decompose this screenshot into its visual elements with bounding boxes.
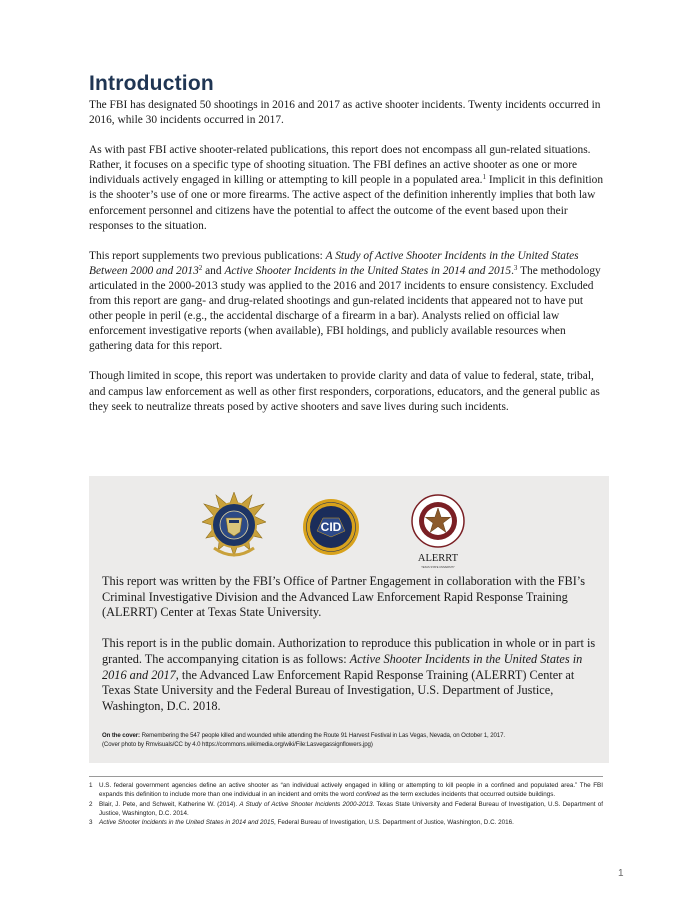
footnote-text-a: Blair, J. Pete, and Schweit, Katherine W. (2014). [99,800,240,808]
footnote-emphasis: Active Shooter Incidents in the United States in 2014 and 2015 [99,819,275,827]
citation-rest: , the Advanced Law Enforcement Rapid Response Training (ALERRT) Center at Texas State University and the Federal Bureau of Investigation, U.S. Department of Justice, Washington, D.C. 2018. [102,667,575,713]
alerrt-star-seal-icon [409,494,467,572]
methodology-tail: The methodology articulated in the 2000-2013 study was applied to the 2016 and 2017 incidents to ensure consistency. Excluded from this report are gang- and drug-related shootings and gun-related incidents that appeared not to have put other people in peril (e.g., the accidental discharge of a firearm in a bar). Analysts relied on official law enforcement investigative reports (when available), FBI holdings, and publicly available resources when gathering data for this report. [89,264,601,353]
footnote-divider [89,776,603,777]
methodology-intro: This report supplements two previous publications: [89,249,326,262]
cid-badge-text: CID [320,520,342,534]
footnote-text-b: , Federal Bureau of Investigation, U.S. Department of Justice, Washington, D.C. 2016. [274,819,514,827]
partner-callout-box [89,476,609,763]
cover-note [102,731,602,749]
footnote-text [99,781,603,800]
footnote-number: 1 [89,782,93,789]
authorship-text: This report was written by the FBI’s Office of Partner Engagement in collaboration with the FBI’s Criminal Investigative Division and the Advanced Law Enforcement Rapid Response Training (ALERRT) Center at Texas State University. [102,574,586,620]
footnotes [89,781,603,827]
methodology-dot: . [511,264,514,277]
paragraph-count [89,98,604,128]
scope-text: Though limited in scope, this report was undertaken to provide clarity and data of value to federal, state, tribal, and campus law enforcement as well as other first responders, corporations, educators, and the general public as they seek to neutralize threats posed by active shooters and save lives during such incidents. [89,370,600,413]
cid-badge-icon [302,498,360,556]
footnote-ref-1[interactable]: 1 [482,173,487,182]
authorship-statement [102,574,602,621]
cover-caption-text: Remembering the 547 people killed and wounded while attending the Route 91 Harvest Festival in Las Vegas, Nevada, on October 1, 2017. [139,732,505,739]
footnote-2 [89,800,603,819]
footnote-emphasis: confined [355,791,380,799]
page-number: 1 [618,868,624,879]
paragraph-scope [89,369,604,414]
footnote-1 [89,781,603,800]
introduction-body [89,98,604,415]
fbi-seal-icon [202,492,266,564]
paragraph-count-text: The FBI has designated 50 shootings in 2016 and 2017 as active shooter incidents. Twenty incidents occurred in 2016, while 30 incidents occurred in 2017. [89,99,601,127]
page-title: Introduction [89,72,214,95]
paragraph-methodology [89,249,604,355]
footnote-text [99,818,603,827]
cover-caption [102,731,602,740]
footnote-number: 3 [89,819,93,827]
footnote-text-b: . Texas State University and Federal Bureau of Investigation, U.S. Department of Justice, Washington, D.C. 2014. [99,800,603,817]
footnote-3 [89,818,603,827]
footnote-text-b: as the term excludes incidents that occurred outside buildings. [379,791,556,799]
partner-logos [89,492,609,572]
cover-label: On the cover: [102,732,140,739]
public-domain-statement [102,636,602,715]
callout-text [102,574,602,730]
footnote-ref-2[interactable]: 2 [198,263,203,272]
footnote-number: 2 [89,800,93,808]
methodology-and: and [202,264,225,277]
alerrt-subtitle: TEXAS STATE UNIVERSITY [421,566,455,569]
publication-title-2014-2015: Active Shooter Incidents in the United States in 2014 and 2015 [224,264,512,277]
alerrt-wordmark: ALERRT [417,553,459,564]
citation-title: Active Shooter Incidents in the United States in 2016 and 2017 [102,651,583,682]
cover-photo-credit: (Cover photo by Rmvisuals/CC by 4.0 https://commons.wikimedia.org/wiki/File:Lasvegassignflowers.jpg) [102,741,373,748]
publication-title-2000-2013: A Study of Active Shooter Incidents in the United States Between 2000 and 2013 [89,249,579,277]
public-domain-intro: This report is in the public domain. Authorization to reproduce this publication in whole or in part is granted. The accompanying citation is as follows: [102,636,596,666]
definition-tail: Implicit in this definition is the shooter’s use of one or more firearms. The active aspect of the definition inherently implies that both law enforcement personnel and citizens have the potential to affect the outcome of the event based upon their responses to the situation. [89,174,604,232]
footnote-text [99,800,603,819]
footnote-ref-3[interactable]: 3 [513,263,518,272]
paragraph-definition [89,143,604,234]
definition-main: As with past FBI active shooter-related publications, this report does not encompass all gun-related situations. Rather, it focuses on a specific type of shooting situation. The FBI defines an active shooter as one or more individuals actively engaged in killing or attempting to kill people in a populated area. [89,144,591,187]
footnote-emphasis: A Study of Active Shooter Incidents 2000-2013 [239,800,373,808]
footnote-text-a: U.S. federal government agencies define an active shooter as “an individual actively engaged in killing or attempting to kill people in a confined and populated area.” The FBI expands this definition to include more than one individual in an incident and omits the word [99,782,603,799]
